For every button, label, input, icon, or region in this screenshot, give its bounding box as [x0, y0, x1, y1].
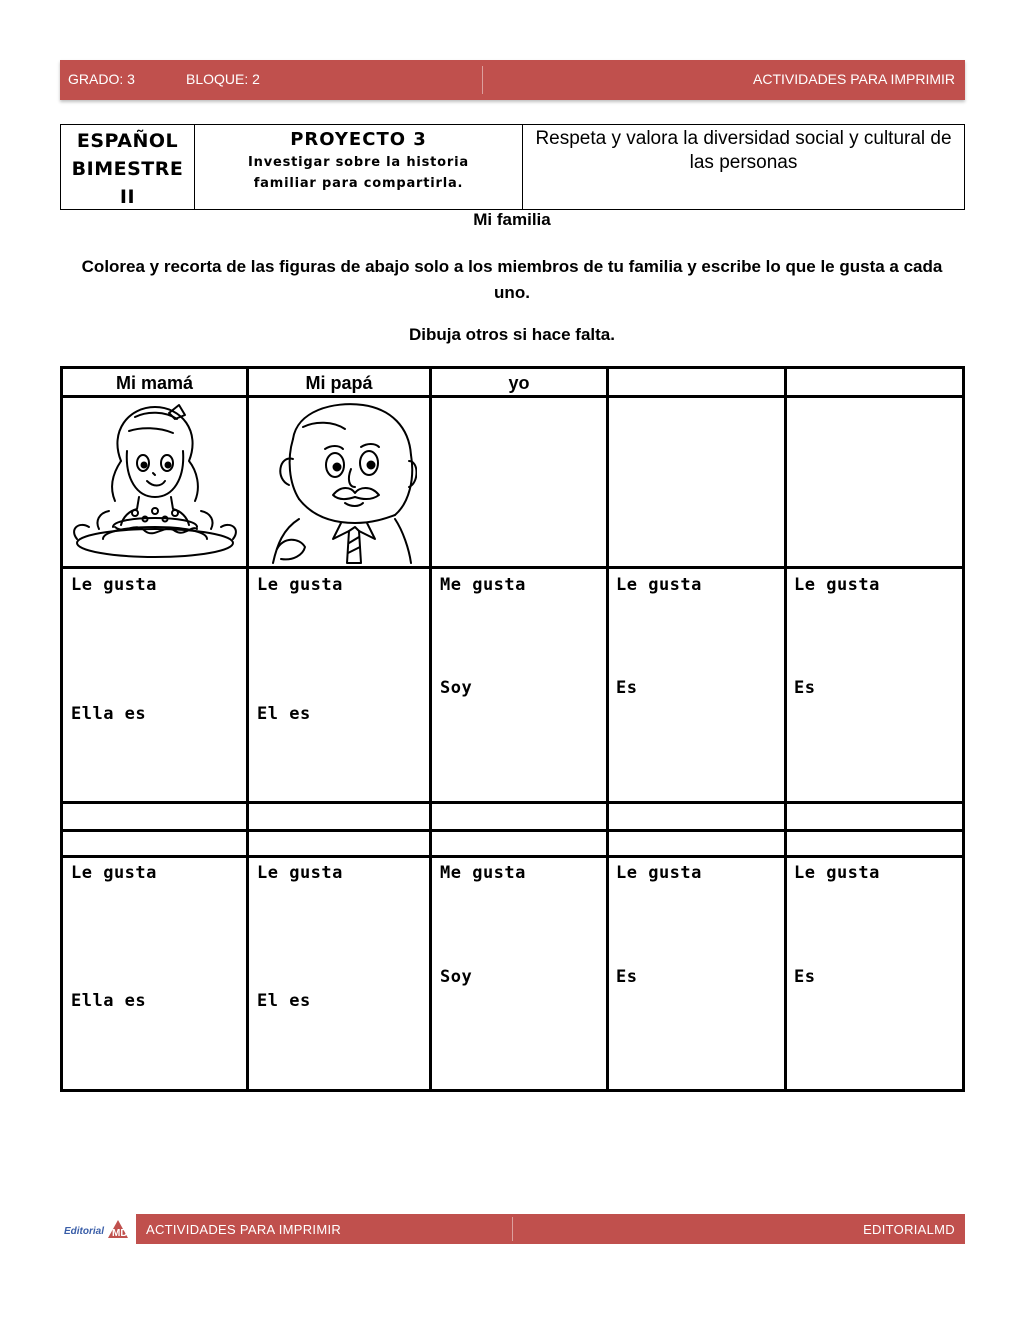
block1-papa-likes: Le gusta [257, 575, 343, 595]
project-cell [195, 125, 523, 209]
block2-col4-likes: Le gusta [616, 863, 702, 883]
block1-col5-likes: Le gusta [794, 575, 880, 595]
subject-line-2: BIMESTRE [71, 158, 184, 180]
col-divider [429, 369, 432, 1089]
block1-col4-likes: Le gusta [616, 575, 702, 595]
block2-mama-is: Ella es [71, 991, 147, 1011]
block1-col4-is: Es [616, 678, 638, 698]
subject-cell [61, 125, 195, 209]
info-table [60, 124, 965, 210]
header-empty-5 [787, 370, 962, 396]
block2-mama-likes: Le gusta [71, 863, 157, 883]
header-bloque: BLOQUE: 2 [186, 71, 260, 87]
col-divider [606, 369, 609, 1089]
block1-col5-is: Es [794, 678, 816, 698]
block1-mama-likes: Le gusta [71, 575, 157, 595]
row-divider [63, 829, 962, 832]
block2-col5-is: Es [794, 967, 816, 987]
footer-right-text: EDITORIALMD [863, 1222, 955, 1237]
extra-instruction: Dibuja otros si hace falta. [409, 325, 615, 344]
header-yo: yo [508, 373, 530, 393]
row-divider [63, 566, 962, 569]
block2-col5-likes: Le gusta [794, 863, 880, 883]
footer-divider [512, 1217, 513, 1241]
project-desc-1: Investigar sobre la historia [248, 155, 469, 170]
project-desc-2: familiar para compartirla. [253, 176, 464, 191]
block1-yo-likes: Me gusta [440, 575, 526, 595]
svg-text:Editorial: Editorial [64, 1226, 105, 1237]
block2-yo-is: Soy [440, 967, 473, 987]
row-divider [63, 801, 962, 804]
footer-bar [136, 1214, 965, 1244]
subject-line-3: II [119, 186, 136, 208]
project-title: PROYECTO 3 [290, 129, 427, 150]
value-cell: Respeta y valora la diversidad social y cultural de las personas [535, 128, 952, 173]
header-papa: Mi papá [305, 373, 373, 393]
mom-illustration[interactable] [69, 401, 241, 563]
dad-illustration[interactable] [263, 399, 417, 564]
svg-text:MD: MD [112, 1228, 128, 1239]
header-bar [60, 60, 965, 100]
block2-papa-likes: Le gusta [257, 863, 343, 883]
instructions: Colorea y recorta de las figuras de abajo solo a los miembros de tu familia y escribe lo que le gusta a cada uno. [81, 257, 943, 302]
col-divider [246, 369, 249, 1089]
subject-line-1: ESPAÑOL [76, 130, 179, 152]
block1-papa-is: El es [257, 704, 311, 724]
col-divider [784, 369, 787, 1089]
header-grado: GRADO: 3 [68, 71, 135, 87]
header-right-text: ACTIVIDADES PARA IMPRIMIR [753, 71, 955, 87]
block2-papa-is: El es [257, 991, 311, 1011]
page-title: Mi familia [473, 210, 551, 229]
header-divider [482, 66, 483, 94]
header-mama: Mi mamá [115, 373, 194, 393]
footer-left-text: ACTIVIDADES PARA IMPRIMIR [146, 1222, 342, 1237]
row-divider [63, 855, 962, 858]
block1-mama-is: Ella es [71, 704, 147, 724]
editorial-md-logo [60, 1214, 136, 1244]
block2-yo-likes: Me gusta [440, 863, 526, 883]
block2-col4-is: Es [616, 967, 638, 987]
family-table [60, 366, 965, 1092]
block1-yo-is: Soy [440, 678, 473, 698]
header-empty-4 [609, 370, 784, 396]
